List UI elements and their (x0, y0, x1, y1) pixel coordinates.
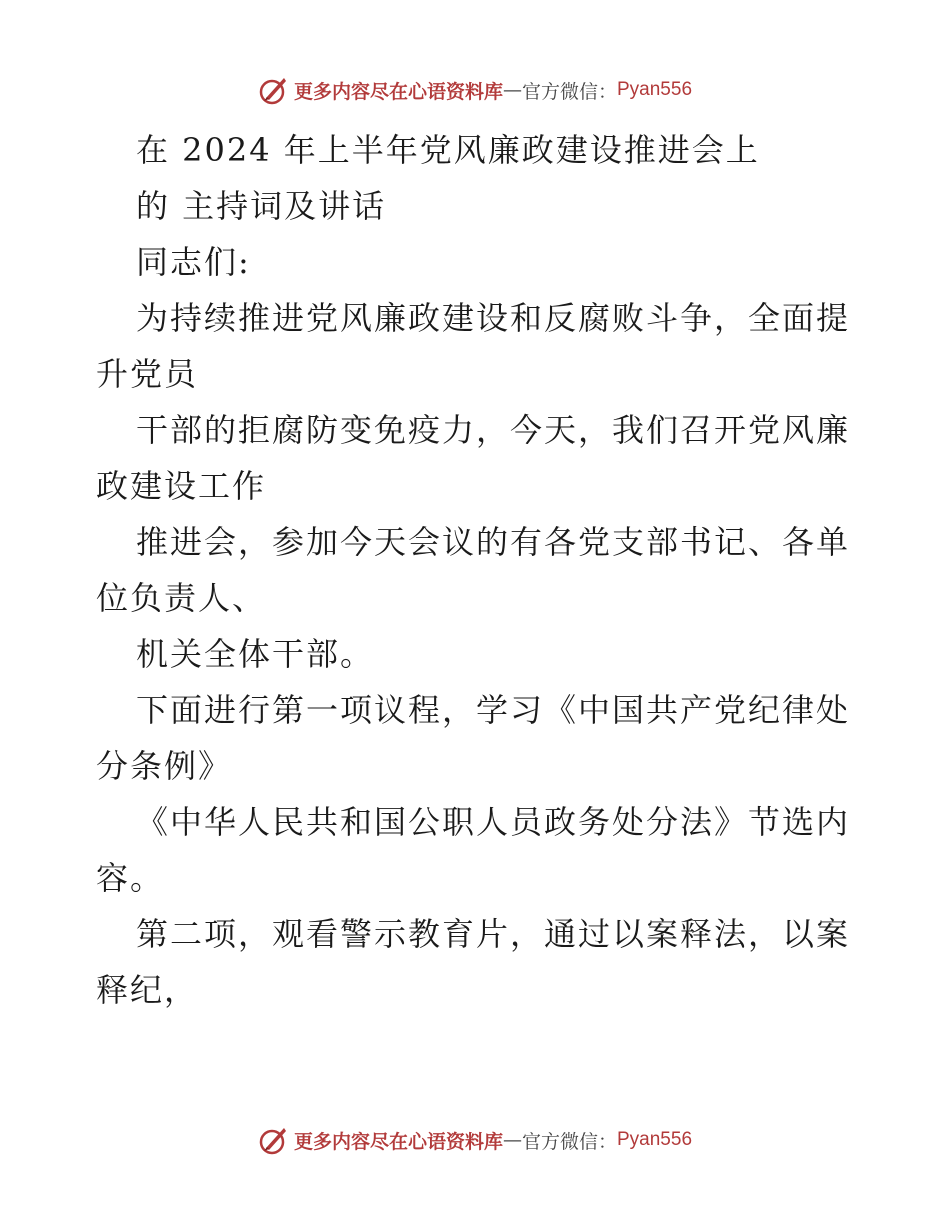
paragraph-line: 的 主持词及讲话 (136, 187, 387, 225)
paragraph-line: 释纪， (96, 971, 199, 1009)
paragraph-line: 在 2024 年上半年党风廉政建设推进会上 (136, 131, 760, 169)
watermark-main-text: 更多内容尽在心语资料库 (293, 1130, 503, 1153)
watermark-dash: — (502, 79, 522, 101)
paragraph-line: 第二项，观看警示教育片，通过以案释法，以案 (136, 915, 851, 953)
watermark-sub-text: 官方微信： (521, 1130, 617, 1153)
paragraph-line: 容。 (96, 859, 165, 897)
paragraph-line: 推进会，参加今天会议的有各党支部书记、各单 (136, 523, 851, 561)
paragraph-line: 分条例》 (96, 747, 233, 785)
watermark-sub-text: 官方微信： (521, 80, 617, 103)
header-watermark (0, 70, 950, 110)
paragraph-line: 位负责人、 (96, 579, 267, 617)
document-body (96, 122, 856, 1018)
quill-pen-logo-icon (258, 1124, 290, 1156)
watermark-wechat-id: Pyan556 (617, 79, 693, 100)
quill-pen-logo-icon (258, 74, 290, 106)
paragraph-line: 为持续推进党风廉政建设和反腐败斗争，全面提 (136, 299, 851, 337)
paragraph-line: 《中华人民共和国公职人员政务处分法》节选内 (136, 803, 851, 841)
watermark-main-text: 更多内容尽在心语资料库 (293, 80, 503, 103)
paragraph-line: 同志们: (136, 243, 251, 281)
paragraph-line: 机关全体干部。 (136, 635, 375, 673)
watermark-dash: — (502, 1129, 522, 1151)
footer-watermark (0, 1120, 950, 1160)
paragraph-line: 政建设工作 (96, 467, 267, 505)
paragraph-line: 升党员 (96, 355, 199, 393)
paragraph-line: 干部的拒腐防变免疫力，今天，我们召开党风廉 (136, 411, 851, 449)
paragraph-line: 下面进行第一项议程，学习《中国共产党纪律处 (136, 691, 851, 729)
watermark-wechat-id: Pyan556 (617, 1129, 693, 1150)
